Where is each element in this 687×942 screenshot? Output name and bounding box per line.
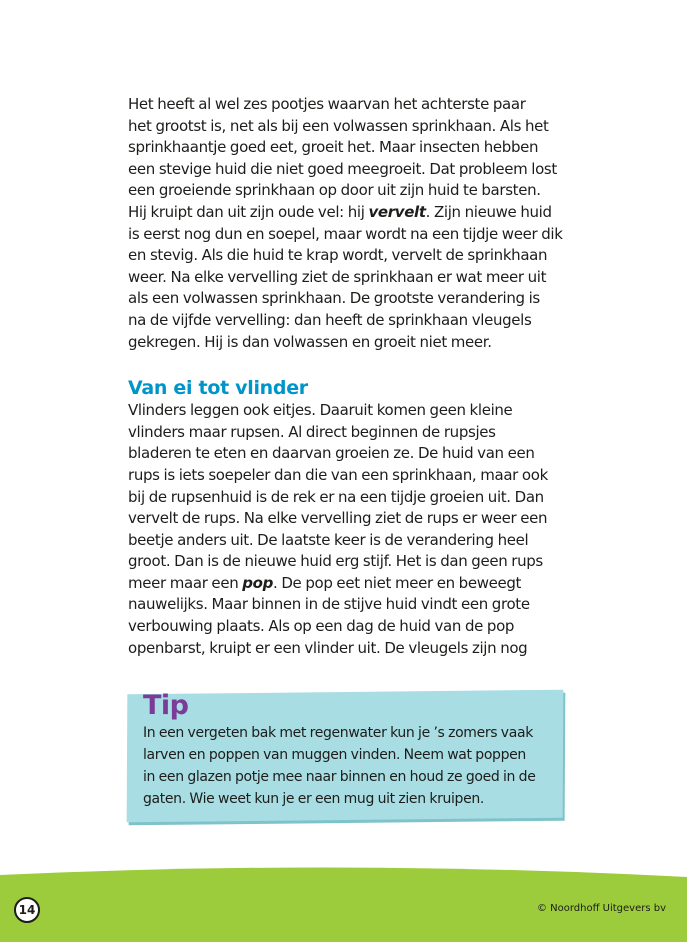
emphasis-pop: pop [242,573,274,592]
paragraph-vlinder [128,400,568,659]
text-segment: Hij kruipt dan uit zijn oude vel: hij [128,202,369,221]
text-line: is eerst nog dun en soepel, maar wordt na een tijdje weer dik [128,224,563,243]
page-number: 14 [14,897,40,923]
text-line: bij de rupsenhuid is de rek er na een tijdje groeien uit. Dan [128,487,544,506]
text-line: nauwelijks. Maar binnen in de stijve huid vindt een grote [128,595,530,614]
text-line: vlinders maar rupsen. Al direct beginnen de rupsjes [128,422,496,441]
text-line: bladeren te eten en daarvan groeien ze. De huid van een [128,444,535,463]
text-line: groot. Dan is de nieuwe huid erg stijf. Het is dan geen rups [128,552,543,571]
text-line: rups is iets soepeler dan die van een sprinkhaan, maar ook [128,465,548,484]
text-line [128,573,568,595]
text-line [128,202,568,224]
text-line: gekregen. Hij is dan volwassen en groeit niet meer. [128,332,492,351]
text-segment: meer maar een [128,573,243,592]
section-heading: Van ei tot vlinder [128,377,308,400]
text-line: sprinkhaantje goed eet, groeit het. Maar insecten hebben [128,138,539,157]
text-line: een stevige huid die niet goed meegroeit. Dat probleem lost [128,159,557,178]
main-text [128,94,568,659]
text-line: weer. Na elke vervelling ziet de sprinkhaan er wat meer uit [128,267,547,286]
text-line: als een volwassen sprinkhaan. De grootste verandering is [128,289,540,308]
text-line: het grootst is, net als bij een volwassen sprinkhaan. Als het [128,116,549,135]
tip-line: larven en poppen van muggen vinden. Neem wat poppen [143,747,526,763]
tip-line: gaten. Wie weet kun je er een mug uit zien kruipen. [143,791,484,807]
text-line: een groeiende sprinkhaan op door uit zijn huid te barsten. [128,181,541,200]
emphasis-vervelt: vervelt [368,202,426,221]
text-line: beetje anders uit. De laatste keer is de verandering heel [128,530,529,549]
text-line: en stevig. Als die huid te krap wordt, vervelt de sprinkhaan [128,246,548,265]
text-line: Het heeft al wel zes pootjes waarvan het achterste paar [128,95,526,113]
text-line: Vlinders leggen ook eitjes. Daaruit komen geen kleine [128,401,513,420]
tip-box [143,690,563,810]
tip-line: in een glazen potje mee naar binnen en houd ze goed in de [143,769,536,785]
text-line: openbarst, kruipt er een vlinder uit. De vleugels zijn nog [128,638,528,657]
tip-line: In een vergeten bak met regenwater kun je ’s zomers vaak [143,725,533,741]
text-line: vervelt de rups. Na elke vervelling ziet de rups er weer een [128,509,548,528]
text-line: verbouwing plaats. Als op een dag de huid van de pop [128,617,515,636]
tip-title: Tip [143,690,189,721]
text-segment: . Zijn nieuwe huid [425,202,552,221]
copyright-notice: © Noordhoff Uitgevers bv [536,903,666,914]
text-segment: . De pop eet niet meer en beweegt [273,573,522,592]
paragraph-sprinkhaan [128,94,568,353]
text-line: na de vijfde vervelling: dan heeft de sprinkhaan vleugels [128,310,532,329]
